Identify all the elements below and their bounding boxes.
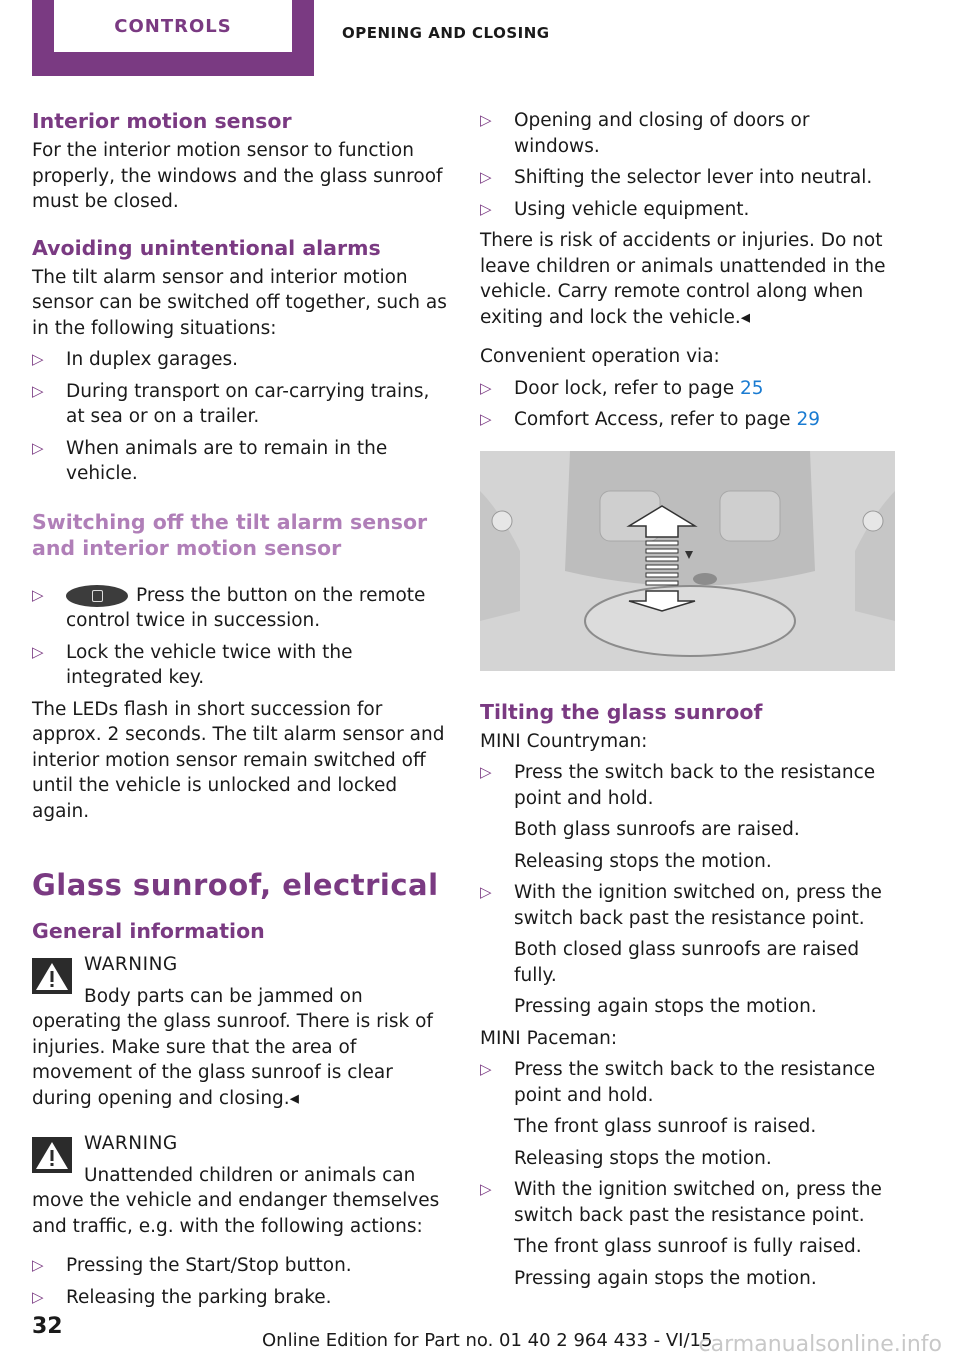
chapter-tab: [32, 0, 314, 76]
list-item: ▷ Using vehicle equipment.: [480, 197, 900, 223]
sunroof-switch-illustration: [480, 451, 895, 671]
warning-label: WARNING: [84, 1133, 178, 1154]
page-link-25[interactable]: 25: [739, 377, 764, 399]
bullet-icon: ▷: [32, 1256, 44, 1274]
list-item: ▷ During transport on car-carrying trains, at sea or on a trailer.: [32, 380, 430, 427]
paragraph-avoid: The tilt alarm sensor and interior motion sensor can be switched off together, such as in the following situations:: [32, 266, 447, 339]
bullet-icon: ▷: [480, 199, 492, 218]
warning-label: WARNING: [84, 954, 178, 975]
list-item: ▷ Pressing the Start/Stop button.: [32, 1253, 448, 1279]
chapter-tab-label: CONTROLS: [54, 0, 292, 52]
list-item: ▷ Lock the vehicle twice with the integrated key.: [32, 641, 353, 688]
bullet-icon: ▷: [480, 763, 492, 781]
bullet-icon: ▷: [32, 585, 44, 604]
heading-tilting-sunroof: Tilting the glass sunroof: [480, 699, 763, 724]
warning-text: Unattended children or animals can move the vehicle and endanger themselves and traffic, e.g. with the following actions:: [32, 1164, 440, 1237]
warning-actions-list: [32, 1253, 448, 1310]
countryman-list: [480, 760, 900, 1020]
left-column: [32, 108, 448, 1316]
paceman-list: [480, 1057, 900, 1291]
sunroof-switch-drawing: [480, 451, 895, 671]
bullet-icon: ▷: [480, 1180, 492, 1198]
bullet-icon: ▷: [480, 111, 492, 129]
remote-lock-button-icon: [66, 585, 128, 607]
section-title: OPENING AND CLOSING: [342, 24, 550, 42]
list-item: ▷ Releasing the parking brake.: [32, 1285, 448, 1311]
page-link-29[interactable]: 29: [796, 409, 820, 430]
bullet-icon: ▷: [32, 438, 44, 457]
actions-continued-list: [480, 108, 900, 222]
page-number: 32: [32, 1314, 63, 1339]
bullet-icon: ▷: [32, 381, 44, 400]
bullet-icon: ▷: [480, 410, 492, 428]
list-item: ▷ Press the button on the remote control twice in succession.: [32, 584, 426, 631]
right-column: [480, 108, 900, 1297]
list-item: ▷ In duplex garages.: [32, 347, 448, 373]
list-item: ▷ Opening and closing of doors or windows.: [480, 110, 810, 157]
bullet-icon: ▷: [480, 378, 492, 397]
paragraph-leds: The LEDs flash in short succession for approx. 2 seconds. The tilt alarm sensor and interior motion sensor remain switched off until the vehicle is unlocked and locked again.: [32, 698, 445, 822]
switch-list: [32, 583, 448, 691]
bullet-icon: ▷: [480, 883, 492, 901]
convenient-list: [480, 376, 900, 433]
list-item: ▷ When animals are to remain in the vehicle.: [32, 437, 388, 484]
avoid-list: [32, 347, 448, 487]
edition-footer: Online Edition for Part no. 01 40 2 964 433 - VI/15: [262, 1330, 713, 1351]
paragraph-convenient: Convenient operation via:: [480, 346, 720, 367]
bullet-icon: ▷: [32, 350, 44, 368]
bullet-icon: ▷: [480, 168, 492, 186]
warning-triangle-icon: [32, 958, 72, 994]
paragraph-risk: There is risk of accidents or injuries. Do not leave children or animals unattended in the vehicle. Carry remote control along when exiting and lock the vehicle.◂: [480, 230, 886, 328]
model-paceman: MINI Paceman:: [480, 1027, 618, 1049]
watermark: carmanualsonline.info: [698, 1332, 942, 1357]
bullet-icon: ▷: [32, 642, 44, 661]
warning-box-2: [32, 1131, 448, 1239]
warning-triangle-icon: [32, 1137, 72, 1173]
list-item: ▷ Press the switch back to the resistance point and hold. Both glass sunroofs are raised. Releasing stops the motion.: [480, 762, 876, 872]
heading-general-information: General information: [32, 919, 265, 943]
bullet-icon: ▷: [480, 1060, 492, 1078]
list-item: ▷ Press the switch back to the resistance point and hold. The front glass sunroof is raised. Releasing stops the motion.: [480, 1059, 876, 1169]
list-item: ▷ Shifting the selector lever into neutral.: [480, 165, 900, 191]
heading-glass-sunroof: Glass sunroof, electrical: [32, 868, 439, 902]
list-item: ▷ Comfort Access, refer to page 29: [480, 407, 900, 433]
list-item: ▷ With the ignition switched on, press the switch back past the resistance point. The front glass sunroof is fully raised. Pressing again stops the motion.: [480, 1179, 882, 1289]
heading-switching-off: Switching off the tilt alarm sensor and interior motion sensor: [32, 509, 428, 560]
warning-text: Body parts can be jammed on operating the glass sunroof. There is risk of injuries. Make sure that the area of movement of the glass sunroof is clear during opening and closing.◂: [32, 985, 433, 1109]
list-item: ▷ Door lock, refer to page 25: [480, 376, 900, 402]
list-item: ▷ With the ignition switched on, press the switch back past the resistance point. Both closed glass sunroofs are raised fully. Pressing again stops the motion.: [480, 882, 882, 1017]
model-countryman: MINI Countryman:: [480, 730, 648, 752]
heading-interior-motion-sensor: Interior motion sensor: [32, 109, 292, 133]
paragraph-interior: For the interior motion sensor to function properly, the windows and the glass sunroof must be closed.: [32, 140, 443, 212]
bullet-icon: ▷: [32, 1287, 44, 1306]
warning-box-1: [32, 952, 448, 1111]
heading-avoiding-alarms: Avoiding unintentional alarms: [32, 235, 381, 260]
